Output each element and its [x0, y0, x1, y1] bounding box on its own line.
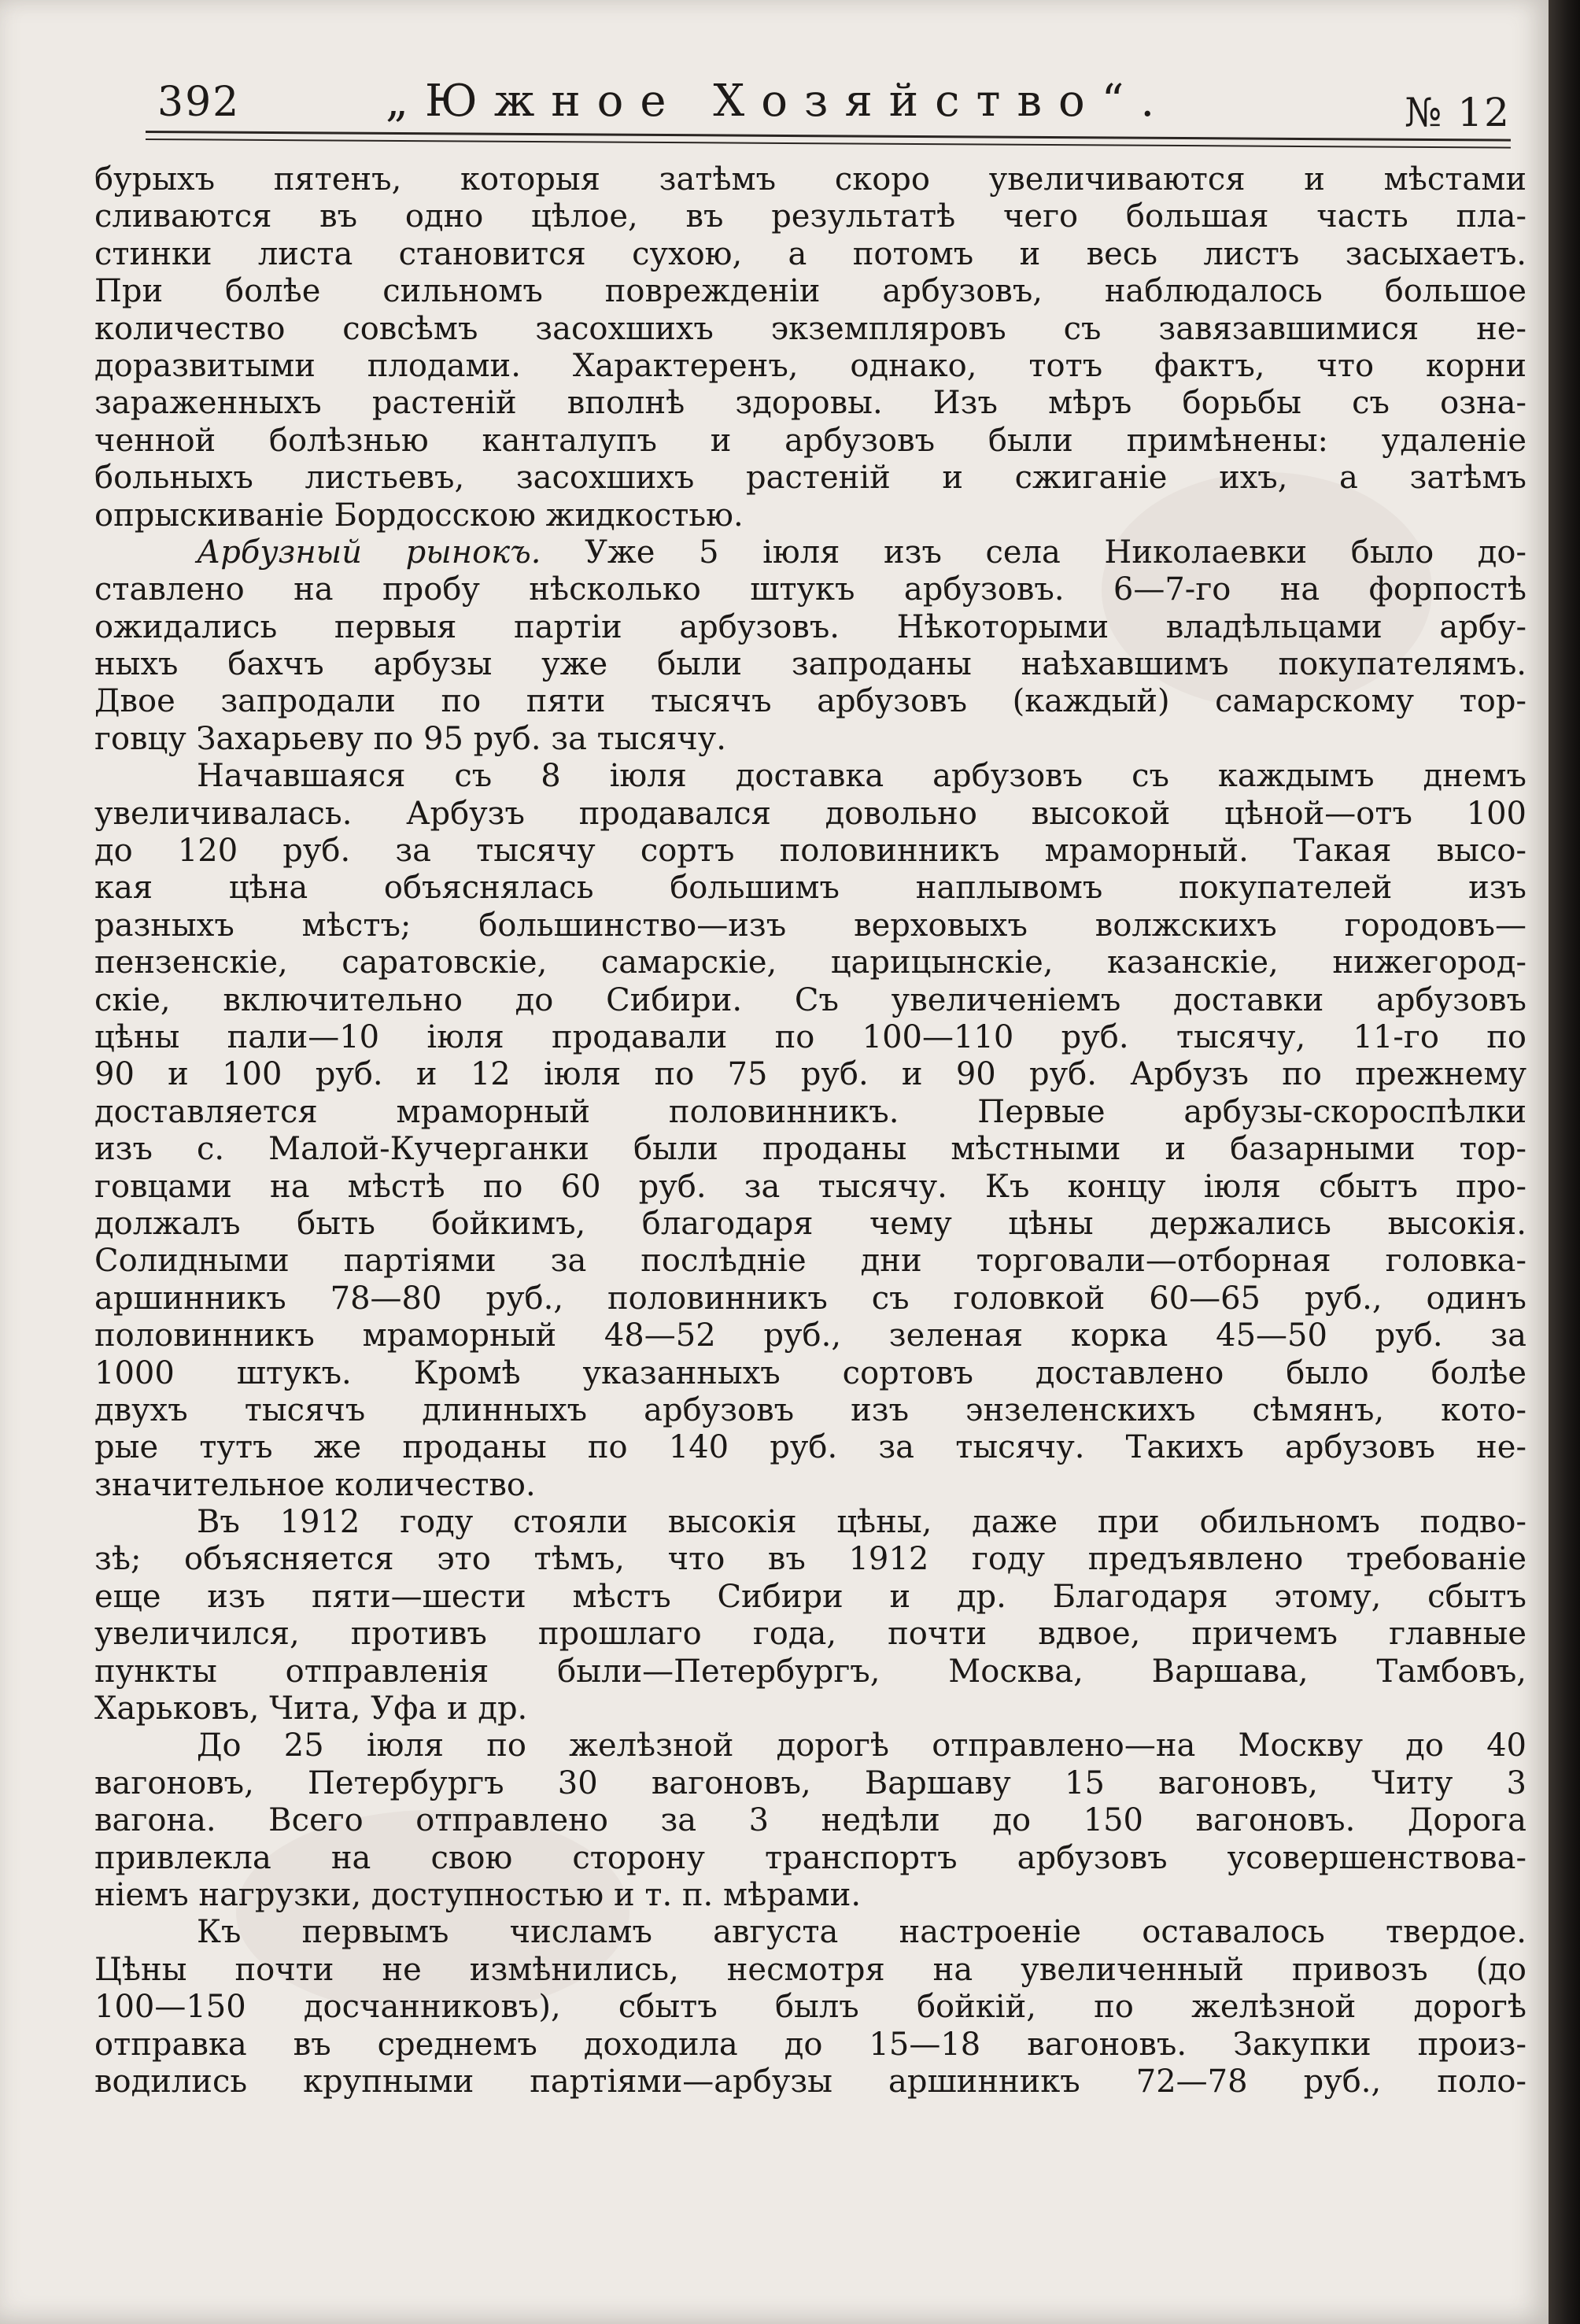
text-line: аршинникъ 78—80 руб., половинникъ съ головкой 60—65 руб., одинъ	[94, 1280, 1526, 1317]
text-line: водились крупными партiями—арбузы аршинникъ 72—78 руб., поло-	[94, 2063, 1526, 2100]
running-header	[150, 69, 1511, 140]
text-line: ставлено на пробу нѣсколько штукъ арбузовъ. 6—7-го на форпостѣ	[94, 571, 1526, 608]
text-line: изъ с. Малой-Кучерганки были проданы мѣстными и базарными тор-	[94, 1131, 1526, 1168]
text-line: Къ первымъ числамъ августа настроенiе оставалось твердое.	[197, 1914, 1526, 1951]
journal-title: „Южное Хозяйство“.	[386, 76, 1172, 127]
text-line: вагоновъ, Петербургъ 30 вагоновъ, Варшаву 15 вагоновъ, Читу 3	[94, 1764, 1526, 1801]
text-line: доразвитыми плодами. Характеренъ, однако, тотъ фактъ, что корни	[94, 347, 1526, 384]
text-line: Солидными партiями за послѣднiе дни торговали—отборная головка-	[94, 1243, 1526, 1280]
text-line: увеличился, противъ прошлаго года, почти вдвое, причемъ главные	[94, 1616, 1526, 1653]
text-line: говцами на мѣстѣ по 60 руб. за тысячу. Къ концу iюля сбытъ про-	[94, 1168, 1526, 1205]
text-line: пензенскiе, саратовскiе, самарскiе, царицынскiе, казанскiе, нижегород-	[94, 944, 1526, 981]
text-line: двухъ тысячъ длинныхъ арбузовъ изъ энзеленскихъ сѣмянъ, кото-	[94, 1391, 1526, 1428]
text-line: Цѣны почти не измѣнились, несмотря на увеличенный привозъ (до	[94, 1951, 1526, 1988]
text-line: значительное количество.	[94, 1466, 536, 1503]
text-line: количество совсѣмъ засохшихъ экземпляровъ съ завязавшимися не-	[94, 310, 1526, 347]
text-line: Харьковъ, Чита, Уфа и др.	[94, 1690, 528, 1727]
text-line: сливаются въ одно цѣлое, въ результатѣ чего большая часть пла-	[94, 198, 1526, 235]
text-line: При болѣе сильномъ повреждeніи арбузовъ, наблюдалось большое	[94, 273, 1526, 310]
text-run: Уже 5 iюля изъ села Николаевки было до-	[541, 534, 1527, 571]
text-line: Начавшаяся съ 8 iюля доставка арбузовъ съ каждымъ днемъ	[197, 758, 1526, 795]
text-line: До 25 iюля по желѣзной дорогѣ отправлено—на Москву до 40	[197, 1727, 1526, 1764]
text-line: 90 и 100 руб. и 12 iюля по 75 руб. и 90 руб. Арбузъ по прежнему	[94, 1056, 1526, 1093]
text-line: отправка въ среднемъ доходила до 15—18 вагоновъ. Закупки произ-	[94, 2026, 1526, 2063]
text-line: опрыскиванie Бордосскою жидкостью.	[94, 497, 744, 534]
text-line: стинки листа становится сухою, а потомъ и весь листъ засыхаетъ.	[94, 235, 1526, 272]
text-line: вагона. Всего отправлено за 3 недѣли до 150 вагоновъ. Дорога	[94, 1802, 1526, 1839]
text-line: цѣны пали—10 iюля продавали по 100—110 руб. тысячу, 11-го по	[94, 1018, 1526, 1055]
text-line: кая цѣна объяснялась большимъ наплывомъ покупателей изъ	[94, 870, 1526, 907]
text-line: 100—150 досчанниковъ), сбытъ былъ бойкiй, по желѣзной дорогѣ	[94, 1989, 1526, 2026]
section-lead: Арбузный рынокъ.	[197, 534, 541, 571]
text-line: доставляется мраморный половинникъ. Первые арбузы-скороспѣлки	[94, 1093, 1526, 1130]
text-line: еще изъ пяти—шести мѣстъ Сибири и др. Благодаря этому, сбытъ	[94, 1578, 1526, 1615]
text-line: бурыхъ пятенъ, которыя затѣмъ скоро увеличиваются и мѣстами	[94, 161, 1526, 198]
text-line: Двое запродали по пяти тысячъ арбузовъ (каждый) самарскому тор-	[94, 683, 1526, 720]
text-line: должалъ быть бойкимъ, благодаря чему цѣны держались высокiя.	[94, 1205, 1526, 1242]
page-number: 392	[157, 79, 241, 126]
text-line	[94, 534, 1526, 571]
text-line: увеличивалась. Арбузъ продавался довольно высокой цѣной—отъ 100	[94, 795, 1526, 832]
text-line: скiе, включительно до Сибири. Съ увеличенiемъ доставки арбузовъ	[94, 981, 1526, 1018]
text-line: разныхъ мѣстъ; большинство—изъ верховыхъ волжскихъ городовъ—	[94, 907, 1526, 944]
text-line: говцу Захарьеву по 95 руб. за тысячу.	[94, 720, 726, 757]
text-line: ныхъ бахчъ арбузы уже были запроданы наѣхавшимъ покупателямъ.	[94, 646, 1526, 683]
article-body	[94, 161, 1526, 2100]
text-line: ченной болѣзнью канталупъ и арбузовъ были примѣнены: удаленiе	[94, 422, 1526, 459]
issue-number: № 12	[1405, 90, 1511, 135]
text-line: зараженныхъ растенiй вполнѣ здоровы. Изъ мѣръ борьбы съ озна-	[94, 385, 1526, 422]
text-line: больныхъ листьевъ, засохшихъ растенiй и сжиганie ихъ, а затѣмъ	[94, 460, 1526, 497]
text-line: 1000 штукъ. Кромѣ указанныхъ сортовъ доставлено было болѣе	[94, 1354, 1526, 1391]
text-line: ожидались первыя партiи арбузовъ. Нѣкоторыми владѣльцами арбу-	[94, 608, 1526, 645]
text-line: зѣ; объясняется это тѣмъ, что въ 1912 году предъявлено требованiе	[94, 1541, 1526, 1578]
text-line: Въ 1912 году стояли высокiя цѣны, даже при обильномъ подво-	[197, 1504, 1526, 1541]
text-line: рые тутъ же проданы по 140 руб. за тысячу. Такихъ арбузовъ не-	[94, 1429, 1526, 1466]
text-line: половинникъ мраморный 48—52 руб., зеленая корка 45—50 руб. за	[94, 1317, 1526, 1354]
text-line: до 120 руб. за тысячу сортъ половинникъ мраморный. Такая высо-	[94, 833, 1526, 870]
text-line: привлекла на свою сторону транспортъ арбузовъ усовершенствова-	[94, 1839, 1526, 1876]
text-line: пункты отправленiя были—Петербургъ, Москва, Варшава, Тамбовъ,	[94, 1653, 1526, 1690]
text-line: нiемъ нагрузки, доступностью и т. п. мѣрами.	[94, 1876, 862, 1913]
book-gutter-shadow	[1549, 0, 1580, 2324]
